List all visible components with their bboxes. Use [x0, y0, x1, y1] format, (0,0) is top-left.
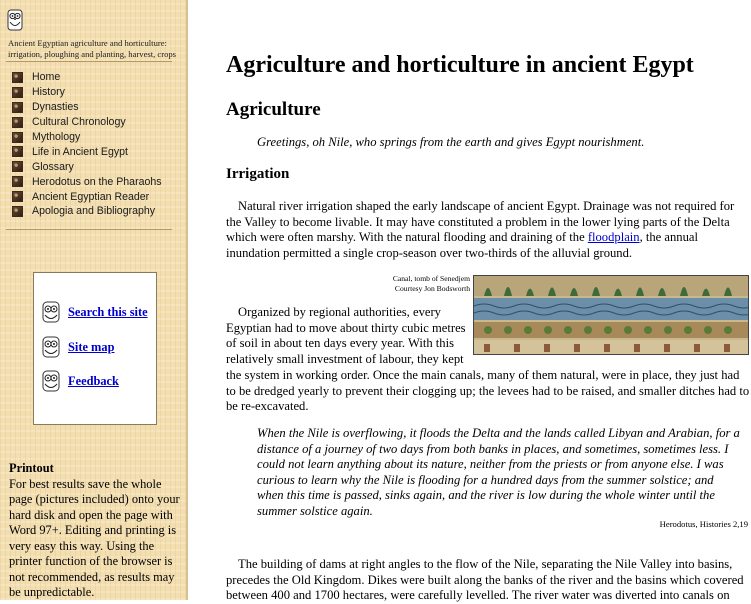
- nav-item-mythology[interactable]: Mythology: [12, 130, 162, 145]
- nav-bullet-icon: [12, 117, 23, 128]
- nav-bullet-icon: [12, 146, 23, 157]
- nav-bullet-icon: [12, 102, 23, 113]
- floodplain-link[interactable]: floodplain: [587, 230, 640, 245]
- nav-bullet-icon: [12, 72, 23, 83]
- paragraph-organized-start: Organized by regional authorities, every Egyptian had to move about thirty cubic metres of soil in about ten days every year. With this relatively small investment of labour, they kept: [226, 305, 466, 366]
- nav-bullet-icon: [12, 191, 23, 202]
- nav-item-apologia[interactable]: Apologia and Bibliography: [12, 204, 162, 219]
- printout-note: [9, 461, 181, 601]
- nav-bullet-icon: [12, 206, 23, 217]
- nav-bullet-icon: [12, 132, 23, 143]
- epigraph: Greetings, oh Nile, who springs from the earth and gives Egypt nourishment.: [257, 135, 645, 149]
- nav-item-home[interactable]: Home: [12, 70, 162, 85]
- section-heading: Agriculture: [226, 99, 321, 120]
- sidebar-divider: [6, 229, 172, 230]
- nav-item-herodotus[interactable]: Herodotus on the Pharaohs: [12, 174, 162, 189]
- canal-tomb-image: [473, 275, 749, 355]
- sidebar-divider: [6, 61, 172, 62]
- sidebar: [0, 0, 188, 600]
- figure-caption: Canal, tomb of Senedjem Courtesy Jon Bodsworth: [392, 274, 470, 293]
- site-description: Ancient Egyptian agriculture and horticulture: irrigation, ploughing and planting, harvest, crops: [8, 38, 177, 59]
- feedback-link[interactable]: Feedback: [42, 370, 119, 392]
- nav-item-cultural-chronology[interactable]: Cultural Chronology: [12, 115, 162, 130]
- nav-bullet-icon: [12, 176, 23, 187]
- paragraph-organized-cont: the system in working order. Once the main canals, many of them natural, were in place, they just had to be dredged yearly to prevent their clogging up; the levees had to be raised, and smaller ditches had to be re-excavated.: [226, 368, 750, 414]
- printout-text: For best results save the whole page (pictures included) onto your hard disk and open the page with Word 97+. Editing and printing is very easy this way. Using the printer function of the browser is not recommended, as results may be unpredictable.: [9, 476, 180, 599]
- nav-item-reader[interactable]: Ancient Egyptian Reader: [12, 189, 162, 204]
- quick-links-box: [33, 272, 157, 425]
- owl-icon: [42, 370, 60, 392]
- quote-source: Herodotus, Histories 2,19: [659, 519, 748, 529]
- nav-item-history[interactable]: History: [12, 85, 162, 100]
- nav-bullet-icon: [12, 161, 23, 172]
- herodotus-quote: When the Nile is overflowing, it floods the Delta and the lands called Libyan and Arabian, for a distance of a journey of two days from both banks in places, and sometimes, sometimes less. I could not learn anything about its nature, neither from the priests or from anyone else. I was curious to learn why the Nile is flooding for a hundred days from the summer solstice; and when this time is passed, sinks again, and the river is low during the whole winter until the summer solstice again.: [257, 426, 740, 518]
- paragraph-irrigation: Natural river irrigation shaped the early landscape of ancient Egypt. Drainage was not required for the Valley to become livable. It may have constituted a problem in the lower lying parts of the Delta which were often marshy. With the natural flooding and draining of the floodplain, the annual inundation permitted a single crop-season over two-thirds of the alluvial ground.: [226, 199, 735, 260]
- paragraph-dams: The building of dams at right angles to the flow of the Nile, separating the Nile Valley into basins, precedes the Old Kingdom. Dikes were built along the banks of the river and the basins which covered between 400 and 1700 hectares, were carefully levelled. The river water was diverted into canals on: [226, 557, 744, 603]
- search-site-link[interactable]: Search this site: [42, 301, 148, 323]
- nav-item-life-in-ancient-egypt[interactable]: Life in Ancient Egypt: [12, 144, 162, 159]
- owl-icon: [42, 301, 60, 323]
- printout-title: Printout: [9, 461, 54, 475]
- site-map-link[interactable]: Site map: [42, 336, 114, 358]
- nav-item-dynasties[interactable]: Dynasties: [12, 100, 162, 115]
- owl-icon: [42, 336, 60, 358]
- subsection-heading: Irrigation: [226, 166, 290, 182]
- sidebar-nav: [12, 70, 162, 219]
- canal-painting-icon: [474, 276, 749, 355]
- nav-item-glossary[interactable]: Glossary: [12, 159, 162, 174]
- page-title: Agriculture and horticulture in ancient Egypt: [226, 52, 694, 78]
- nav-bullet-icon: [12, 87, 23, 98]
- owl-logo-icon[interactable]: [7, 9, 23, 31]
